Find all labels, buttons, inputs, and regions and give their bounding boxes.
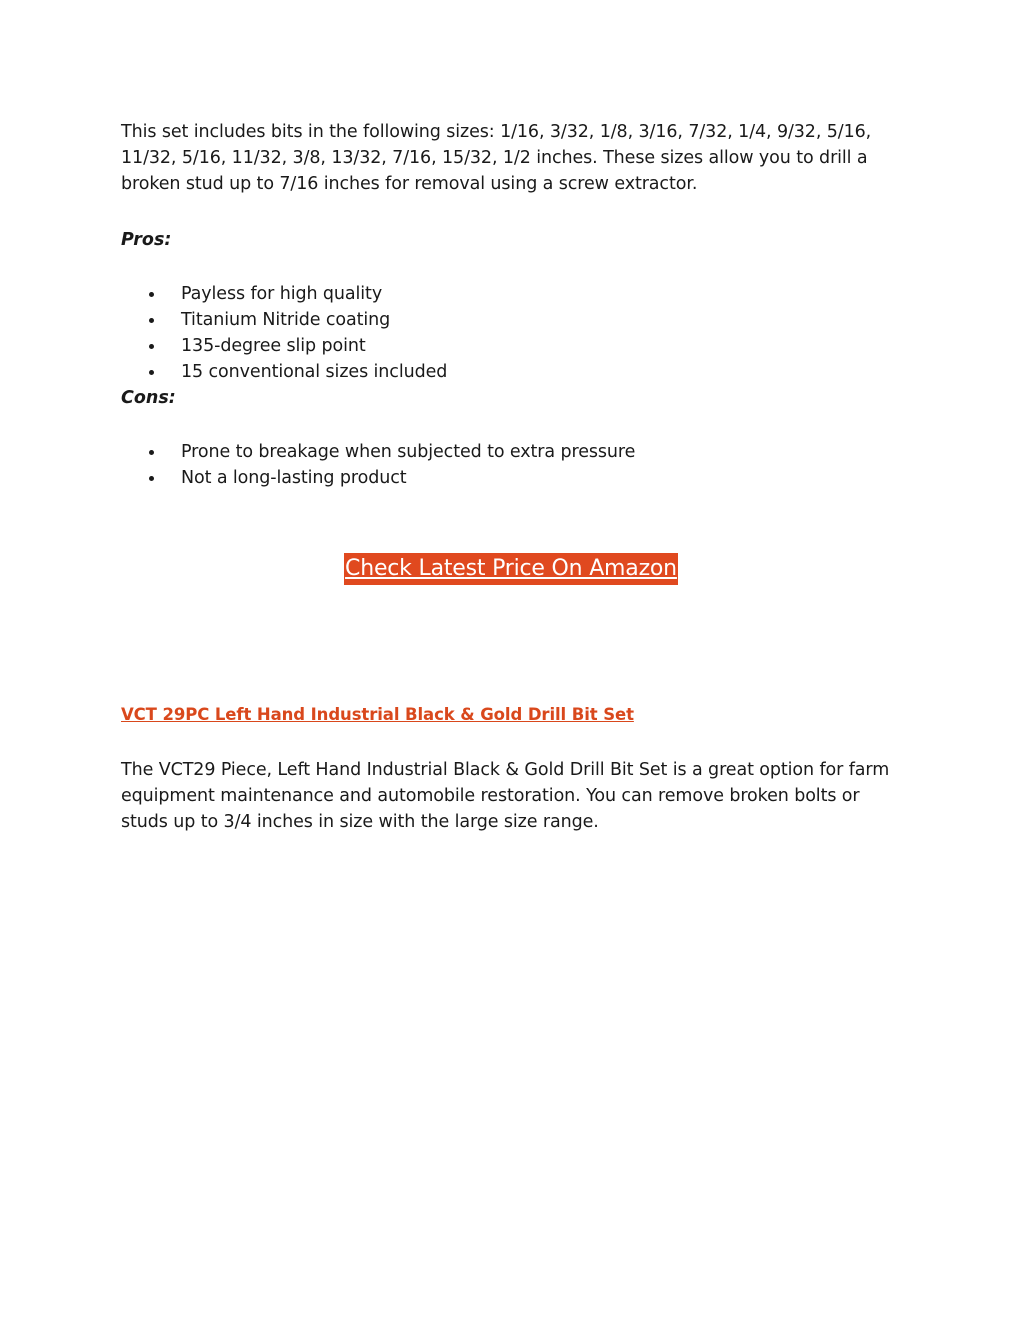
cons-label: Cons: <box>121 388 176 408</box>
product-title-link[interactable]: VCT 29PC Left Hand Industrial Black & Gold Drill Bit Set <box>121 705 634 724</box>
intro-paragraph: This set includes bits in the following sizes: 1/16, 3/32, 1/8, 3/16, 7/32, 1/4, 9/32, 5/16, 11/32, 5/16, 11/32, 3/8, 13/32, 7/16, 15/32, 1/2 inches. These sizes allow you to drill a broken stud up to 7/16 inches for removal using a screw extractor. <box>121 122 872 194</box>
pros-label: Pros: <box>121 230 172 250</box>
cta-container <box>121 553 901 585</box>
pros-list <box>121 281 911 385</box>
list-item: Titanium Nitride coating <box>121 307 911 333</box>
list-item: 135-degree slip point <box>121 333 911 359</box>
cons-list <box>121 439 911 491</box>
product-description: The VCT29 Piece, Left Hand Industrial Black & Gold Drill Bit Set is a great option for farm equipment maintenance and automobile restoration. You can remove broken bolts or studs up to 3/4 inches in size with the large size range. <box>121 760 890 832</box>
check-price-amazon-link[interactable]: Check Latest Price On Amazon <box>344 553 678 585</box>
list-item: Payless for high quality <box>121 281 911 307</box>
list-item: Not a long-lasting product <box>121 465 911 491</box>
list-item: Prone to breakage when subjected to extra pressure <box>121 439 911 465</box>
document-page <box>121 119 911 835</box>
list-item: 15 conventional sizes included <box>121 359 911 385</box>
